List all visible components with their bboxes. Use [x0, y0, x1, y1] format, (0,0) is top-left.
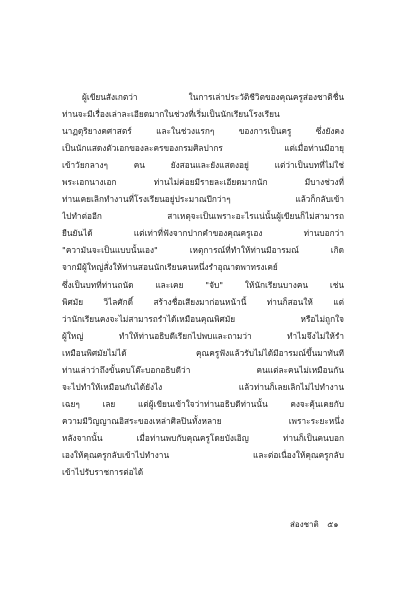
- text-line: ท่านเล่าว่าถึงขั้นตบโต๊ะบอกอธิบดีว่า คนแต่ละคนไม่เหมือนกัน: [62, 364, 344, 375]
- text-line: นาฏดุริยางคศาสตร์ และในช่วงแรกๆ ของการเป็นครู ซึ่งยังคง: [62, 126, 344, 137]
- text-line: ท่านเคยเลิกทำงานที่โรงเรียนอยู่ประมาณปีกว่าๆ แล้วก็กลับเข้า: [62, 194, 344, 205]
- page-number: ๕๑: [327, 520, 339, 529]
- text-line: จากมีผู้ใหญ่สั่งให้ท่านสอนนักเรียนคนหนึ่งรำอุณาดพาทรงเคย์: [62, 262, 278, 273]
- page-footer: [290, 518, 350, 531]
- text-line: เข้าไปรับราชการต่อได้: [62, 467, 144, 478]
- text-line: เฉยๆ เลย แต่ผู้เขียนเข้าใจว่าท่านอธิบดีท่านนั้น คงจะคุ้นเคยกับ: [62, 398, 344, 409]
- text-line: เองให้คุณครูกลับเข้าไปทำงาน และต่อเนื่องให้คุณครูกลับ: [62, 449, 344, 460]
- text-line: ซึ่งเป็นบทที่ท่านถนัด และเคย "จับ" ให้นักเรียนบางคน เช่น: [62, 279, 344, 290]
- text-line: ไปทำต่ออีก สาเหตุจะเป็นเพราะอะไรแน่นั้นผู้เขียนก็ไม่สามารถ: [62, 211, 344, 222]
- text-line: ผู้ใหญ่ ทำให้ท่านอธิบดีเรียกไปพบและถามว่า ทำไมจึงไม่ให้รำ: [62, 330, 344, 341]
- body-paragraph: [62, 89, 344, 481]
- text-line: เป็นนักแสดงตัวเอกของละครของกรมศิลปากร แต่เมื่อท่านมีอายุ: [62, 143, 344, 154]
- text-line: เหมือนพิศมัยไม่ได้ คุณครูฟังแล้วรับไม่ได้มีอารมณ์ขึ้นมาทันที: [62, 347, 344, 358]
- text-line: จะไปทำให้เหมือนกันได้ยังไง แล้วท่านก็เลยเลิกไม่ไปทำงาน: [62, 381, 344, 392]
- text-line: ท่านจะมีเรื่องเล่าละเอียดมากในช่วงที่เริ่มเป็นนักเรียนโรงเรียน: [62, 109, 280, 120]
- text-line: "ความันจะเป็นแบบนั้นเอง" เหตุการณ์ที่ทำให้ท่านมีอารมณ์ เกิด: [62, 245, 344, 256]
- text-line: ยืนยันได้ แต่เท่าที่ฟังจากปากคำของคุณครูเอง ท่านบอกว่า: [62, 228, 344, 239]
- text-line: หลังจากนั้น เมื่อท่านพบกับคุณครูโดยบังเอิญ ท่านก็เป็นคนบอก: [62, 432, 344, 443]
- text-line: เข้าวัยกลางๆ คน ยังสอนและยังแสดงอยู่ แต่ว่าเป็นบทที่ไม่ใช่: [62, 160, 344, 171]
- text-line: ว่านักเรียนคงจะไม่สามารถรำได้เหมือนคุณพิศมัย หรือไม่ถูกใจ: [62, 313, 344, 324]
- text-line: ผู้เขียนสังเกตว่า ในการเล่าประวัติชีวิตของคุณครูส่องชาติชื่น: [82, 92, 344, 102]
- text-line: พิศมัย วิไลศักดิ์ สร้างชื่อเสียงมาก่อนหน้านี้ ท่านก็สอนให้ แต่: [62, 296, 344, 307]
- text-line: พระเอกนางเอก ท่านไม่ค่อยมีรายละเอียดมากนัก มีบางช่วงที่: [62, 177, 344, 188]
- text-line: ความมีวิญญาณอิสระของเหล่าศิลปินทั้งหลาย เพราะระยะหนึ่ง: [62, 415, 344, 426]
- running-title: ส่องชาติ: [290, 520, 319, 529]
